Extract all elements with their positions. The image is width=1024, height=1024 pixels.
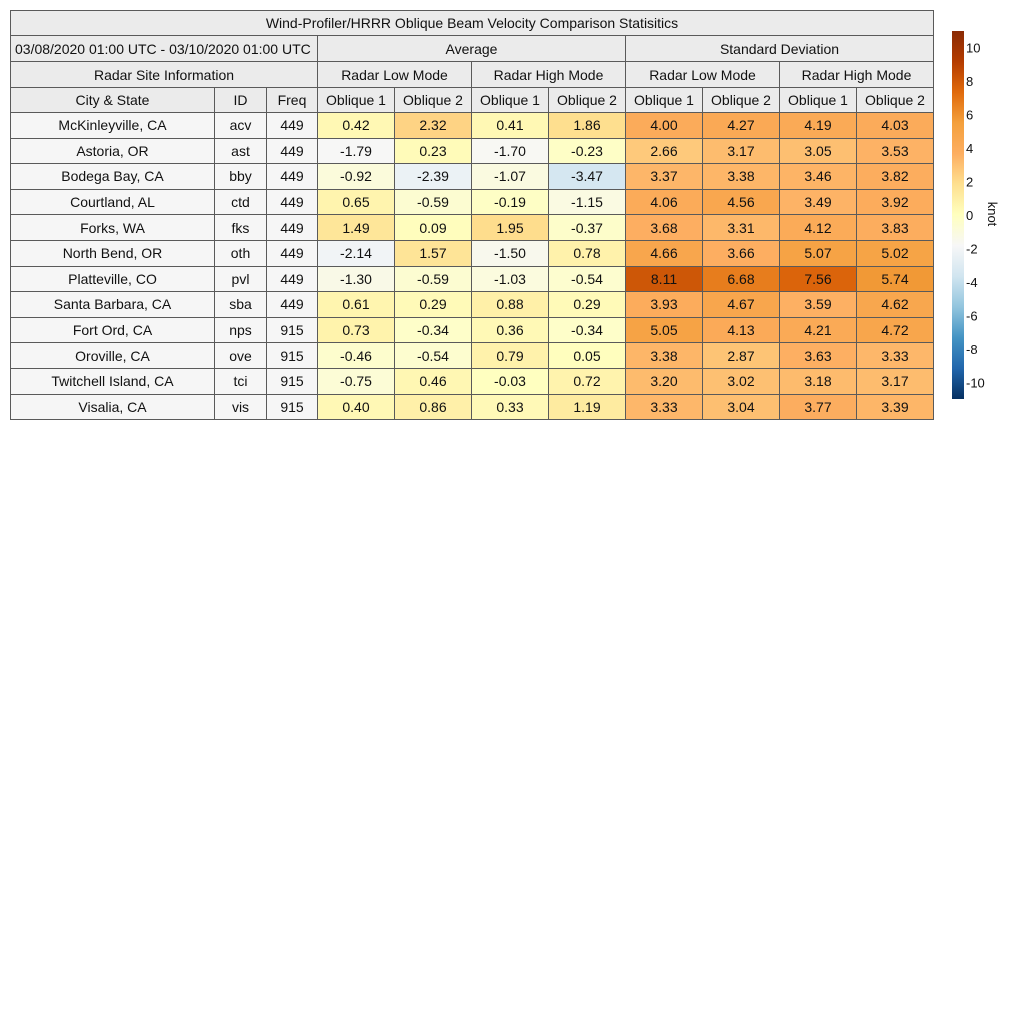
value-cell: 0.33: [472, 394, 549, 420]
value-cell: 3.63: [780, 343, 857, 369]
value-cell: -0.59: [395, 266, 472, 292]
value-cell: 0.23: [395, 138, 472, 164]
value-cell: 5.74: [857, 266, 934, 292]
site-name-cell: Visalia, CA: [11, 394, 215, 420]
value-cell: 7.56: [780, 266, 857, 292]
value-cell: 3.05: [780, 138, 857, 164]
site-name-cell: McKinleyville, CA: [11, 113, 215, 139]
value-cell: 3.33: [626, 394, 703, 420]
value-cell: 3.33: [857, 343, 934, 369]
id-header: ID: [215, 88, 267, 113]
value-cell: 0.78: [549, 240, 626, 266]
site-name-cell: Twitchell Island, CA: [11, 368, 215, 394]
site-freq-cell: 449: [267, 266, 318, 292]
value-cell: 3.38: [703, 164, 780, 190]
value-cell: 0.09: [395, 215, 472, 241]
value-cell: -0.34: [549, 317, 626, 343]
value-cell: 4.21: [780, 317, 857, 343]
value-cell: 3.17: [857, 368, 934, 394]
value-cell: 1.49: [318, 215, 395, 241]
column-header: Oblique 1: [472, 88, 549, 113]
value-cell: 0.40: [318, 394, 395, 420]
site-freq-cell: 449: [267, 138, 318, 164]
value-cell: 1.57: [395, 240, 472, 266]
value-cell: 4.62: [857, 292, 934, 318]
site-id-cell: pvl: [215, 266, 267, 292]
site-name-cell: Santa Barbara, CA: [11, 292, 215, 318]
colorbar-tick-label: -6: [966, 308, 978, 324]
colorbar-unit-label: knot: [985, 201, 1000, 227]
site-name-cell: Bodega Bay, CA: [11, 164, 215, 190]
site-id-cell: acv: [215, 113, 267, 139]
value-cell: -1.79: [318, 138, 395, 164]
value-cell: -0.37: [549, 215, 626, 241]
value-cell: -1.50: [472, 240, 549, 266]
value-cell: 4.00: [626, 113, 703, 139]
value-cell: 0.61: [318, 292, 395, 318]
sd-high-mode-header: Radar High Mode: [780, 62, 934, 88]
value-cell: -0.23: [549, 138, 626, 164]
value-cell: 5.05: [626, 317, 703, 343]
value-cell: 3.49: [780, 189, 857, 215]
value-cell: 4.72: [857, 317, 934, 343]
value-cell: 3.83: [857, 215, 934, 241]
table-title: Wind-Profiler/HRRR Oblique Beam Velocity Comparison Statisitics: [11, 11, 934, 36]
value-cell: 0.72: [549, 368, 626, 394]
site-id-cell: tci: [215, 368, 267, 394]
value-cell: 0.73: [318, 317, 395, 343]
stddev-group-header: Standard Deviation: [626, 36, 934, 62]
value-cell: 3.17: [703, 138, 780, 164]
value-cell: 2.87: [703, 343, 780, 369]
value-cell: 0.41: [472, 113, 549, 139]
value-cell: 1.95: [472, 215, 549, 241]
value-cell: 4.06: [626, 189, 703, 215]
value-cell: 0.29: [549, 292, 626, 318]
site-id-cell: ove: [215, 343, 267, 369]
colorbar-tick-label: 10: [966, 40, 981, 56]
value-cell: 4.03: [857, 113, 934, 139]
site-freq-cell: 915: [267, 343, 318, 369]
value-cell: -1.30: [318, 266, 395, 292]
value-cell: 3.04: [703, 394, 780, 420]
column-header: Oblique 2: [549, 88, 626, 113]
value-cell: 4.13: [703, 317, 780, 343]
colorbar-tick-label: 0: [966, 208, 974, 223]
value-cell: 3.93: [626, 292, 703, 318]
value-cell: 4.67: [703, 292, 780, 318]
value-cell: 3.53: [857, 138, 934, 164]
value-cell: -0.54: [549, 266, 626, 292]
site-info-header: Radar Site Information: [11, 62, 318, 88]
value-cell: 0.46: [395, 368, 472, 394]
value-cell: 1.86: [549, 113, 626, 139]
colorbar-tick-label: -2: [966, 241, 978, 257]
value-cell: 3.18: [780, 368, 857, 394]
value-cell: -0.59: [395, 189, 472, 215]
avg-high-mode-header: Radar High Mode: [472, 62, 626, 88]
colorbar-tick-label: 8: [966, 74, 974, 90]
value-cell: 3.82: [857, 164, 934, 190]
colorbar-tick-label: -8: [966, 341, 978, 357]
colorbar-tick-label: 4: [966, 141, 974, 157]
value-cell: 0.86: [395, 394, 472, 420]
value-cell: 4.66: [626, 240, 703, 266]
average-group-header: Average: [318, 36, 626, 62]
date-range: 03/08/2020 01:00 UTC - 03/10/2020 01:00 UTC: [11, 36, 318, 62]
value-cell: 3.37: [626, 164, 703, 190]
value-cell: -0.34: [395, 317, 472, 343]
value-cell: -2.39: [395, 164, 472, 190]
site-name-cell: Oroville, CA: [11, 343, 215, 369]
site-freq-cell: 449: [267, 113, 318, 139]
value-cell: -0.75: [318, 368, 395, 394]
freq-header: Freq: [267, 88, 318, 113]
value-cell: 3.46: [780, 164, 857, 190]
value-cell: 3.68: [626, 215, 703, 241]
value-cell: -3.47: [549, 164, 626, 190]
value-cell: 0.42: [318, 113, 395, 139]
value-cell: 6.68: [703, 266, 780, 292]
value-cell: 4.12: [780, 215, 857, 241]
site-name-cell: Astoria, OR: [11, 138, 215, 164]
value-cell: 4.27: [703, 113, 780, 139]
value-cell: 3.20: [626, 368, 703, 394]
site-freq-cell: 449: [267, 292, 318, 318]
site-freq-cell: 915: [267, 368, 318, 394]
site-id-cell: vis: [215, 394, 267, 420]
column-header: Oblique 2: [857, 88, 934, 113]
value-cell: 3.59: [780, 292, 857, 318]
site-name-cell: Forks, WA: [11, 215, 215, 241]
value-cell: 3.66: [703, 240, 780, 266]
city-state-header: City & State: [11, 88, 215, 113]
colorbar-gradient: [952, 31, 964, 399]
column-header: Oblique 2: [395, 88, 472, 113]
value-cell: 0.79: [472, 343, 549, 369]
colorbar-tick-label: -10: [966, 375, 985, 391]
site-name-cell: North Bend, OR: [11, 240, 215, 266]
value-cell: 3.77: [780, 394, 857, 420]
value-cell: 3.39: [857, 394, 934, 420]
value-cell: -2.14: [318, 240, 395, 266]
site-id-cell: fks: [215, 215, 267, 241]
avg-low-mode-header: Radar Low Mode: [318, 62, 472, 88]
column-header: Oblique 1: [626, 88, 703, 113]
value-cell: -0.03: [472, 368, 549, 394]
value-cell: 3.02: [703, 368, 780, 394]
colorbar-tick-label: 6: [966, 107, 974, 123]
value-cell: 2.66: [626, 138, 703, 164]
colorbar: [0, 0, 1024, 420]
value-cell: 3.38: [626, 343, 703, 369]
value-cell: 2.32: [395, 113, 472, 139]
value-cell: -1.03: [472, 266, 549, 292]
column-header: Oblique 2: [703, 88, 780, 113]
site-name-cell: Platteville, CO: [11, 266, 215, 292]
value-cell: 3.92: [857, 189, 934, 215]
colorbar-tick-label: -4: [966, 274, 978, 290]
site-id-cell: sba: [215, 292, 267, 318]
site-freq-cell: 449: [267, 240, 318, 266]
site-id-cell: ast: [215, 138, 267, 164]
site-freq-cell: 915: [267, 317, 318, 343]
colorbar-tick-label: 2: [966, 174, 974, 190]
site-id-cell: nps: [215, 317, 267, 343]
value-cell: 5.07: [780, 240, 857, 266]
column-header: Oblique 1: [780, 88, 857, 113]
value-cell: 5.02: [857, 240, 934, 266]
site-name-cell: Fort Ord, CA: [11, 317, 215, 343]
site-freq-cell: 449: [267, 215, 318, 241]
value-cell: -1.70: [472, 138, 549, 164]
value-cell: -0.46: [318, 343, 395, 369]
value-cell: 0.05: [549, 343, 626, 369]
value-cell: -1.07: [472, 164, 549, 190]
value-cell: 0.88: [472, 292, 549, 318]
value-cell: 3.31: [703, 215, 780, 241]
site-id-cell: oth: [215, 240, 267, 266]
site-id-cell: ctd: [215, 189, 267, 215]
value-cell: 4.56: [703, 189, 780, 215]
value-cell: 1.19: [549, 394, 626, 420]
site-freq-cell: 449: [267, 189, 318, 215]
value-cell: 8.11: [626, 266, 703, 292]
value-cell: 0.36: [472, 317, 549, 343]
value-cell: 0.29: [395, 292, 472, 318]
value-cell: -1.15: [549, 189, 626, 215]
site-freq-cell: 915: [267, 394, 318, 420]
value-cell: -0.54: [395, 343, 472, 369]
site-name-cell: Courtland, AL: [11, 189, 215, 215]
value-cell: 0.65: [318, 189, 395, 215]
value-cell: 4.19: [780, 113, 857, 139]
value-cell: -0.92: [318, 164, 395, 190]
column-header: Oblique 1: [318, 88, 395, 113]
value-cell: -0.19: [472, 189, 549, 215]
site-id-cell: bby: [215, 164, 267, 190]
sd-low-mode-header: Radar Low Mode: [626, 62, 780, 88]
site-freq-cell: 449: [267, 164, 318, 190]
